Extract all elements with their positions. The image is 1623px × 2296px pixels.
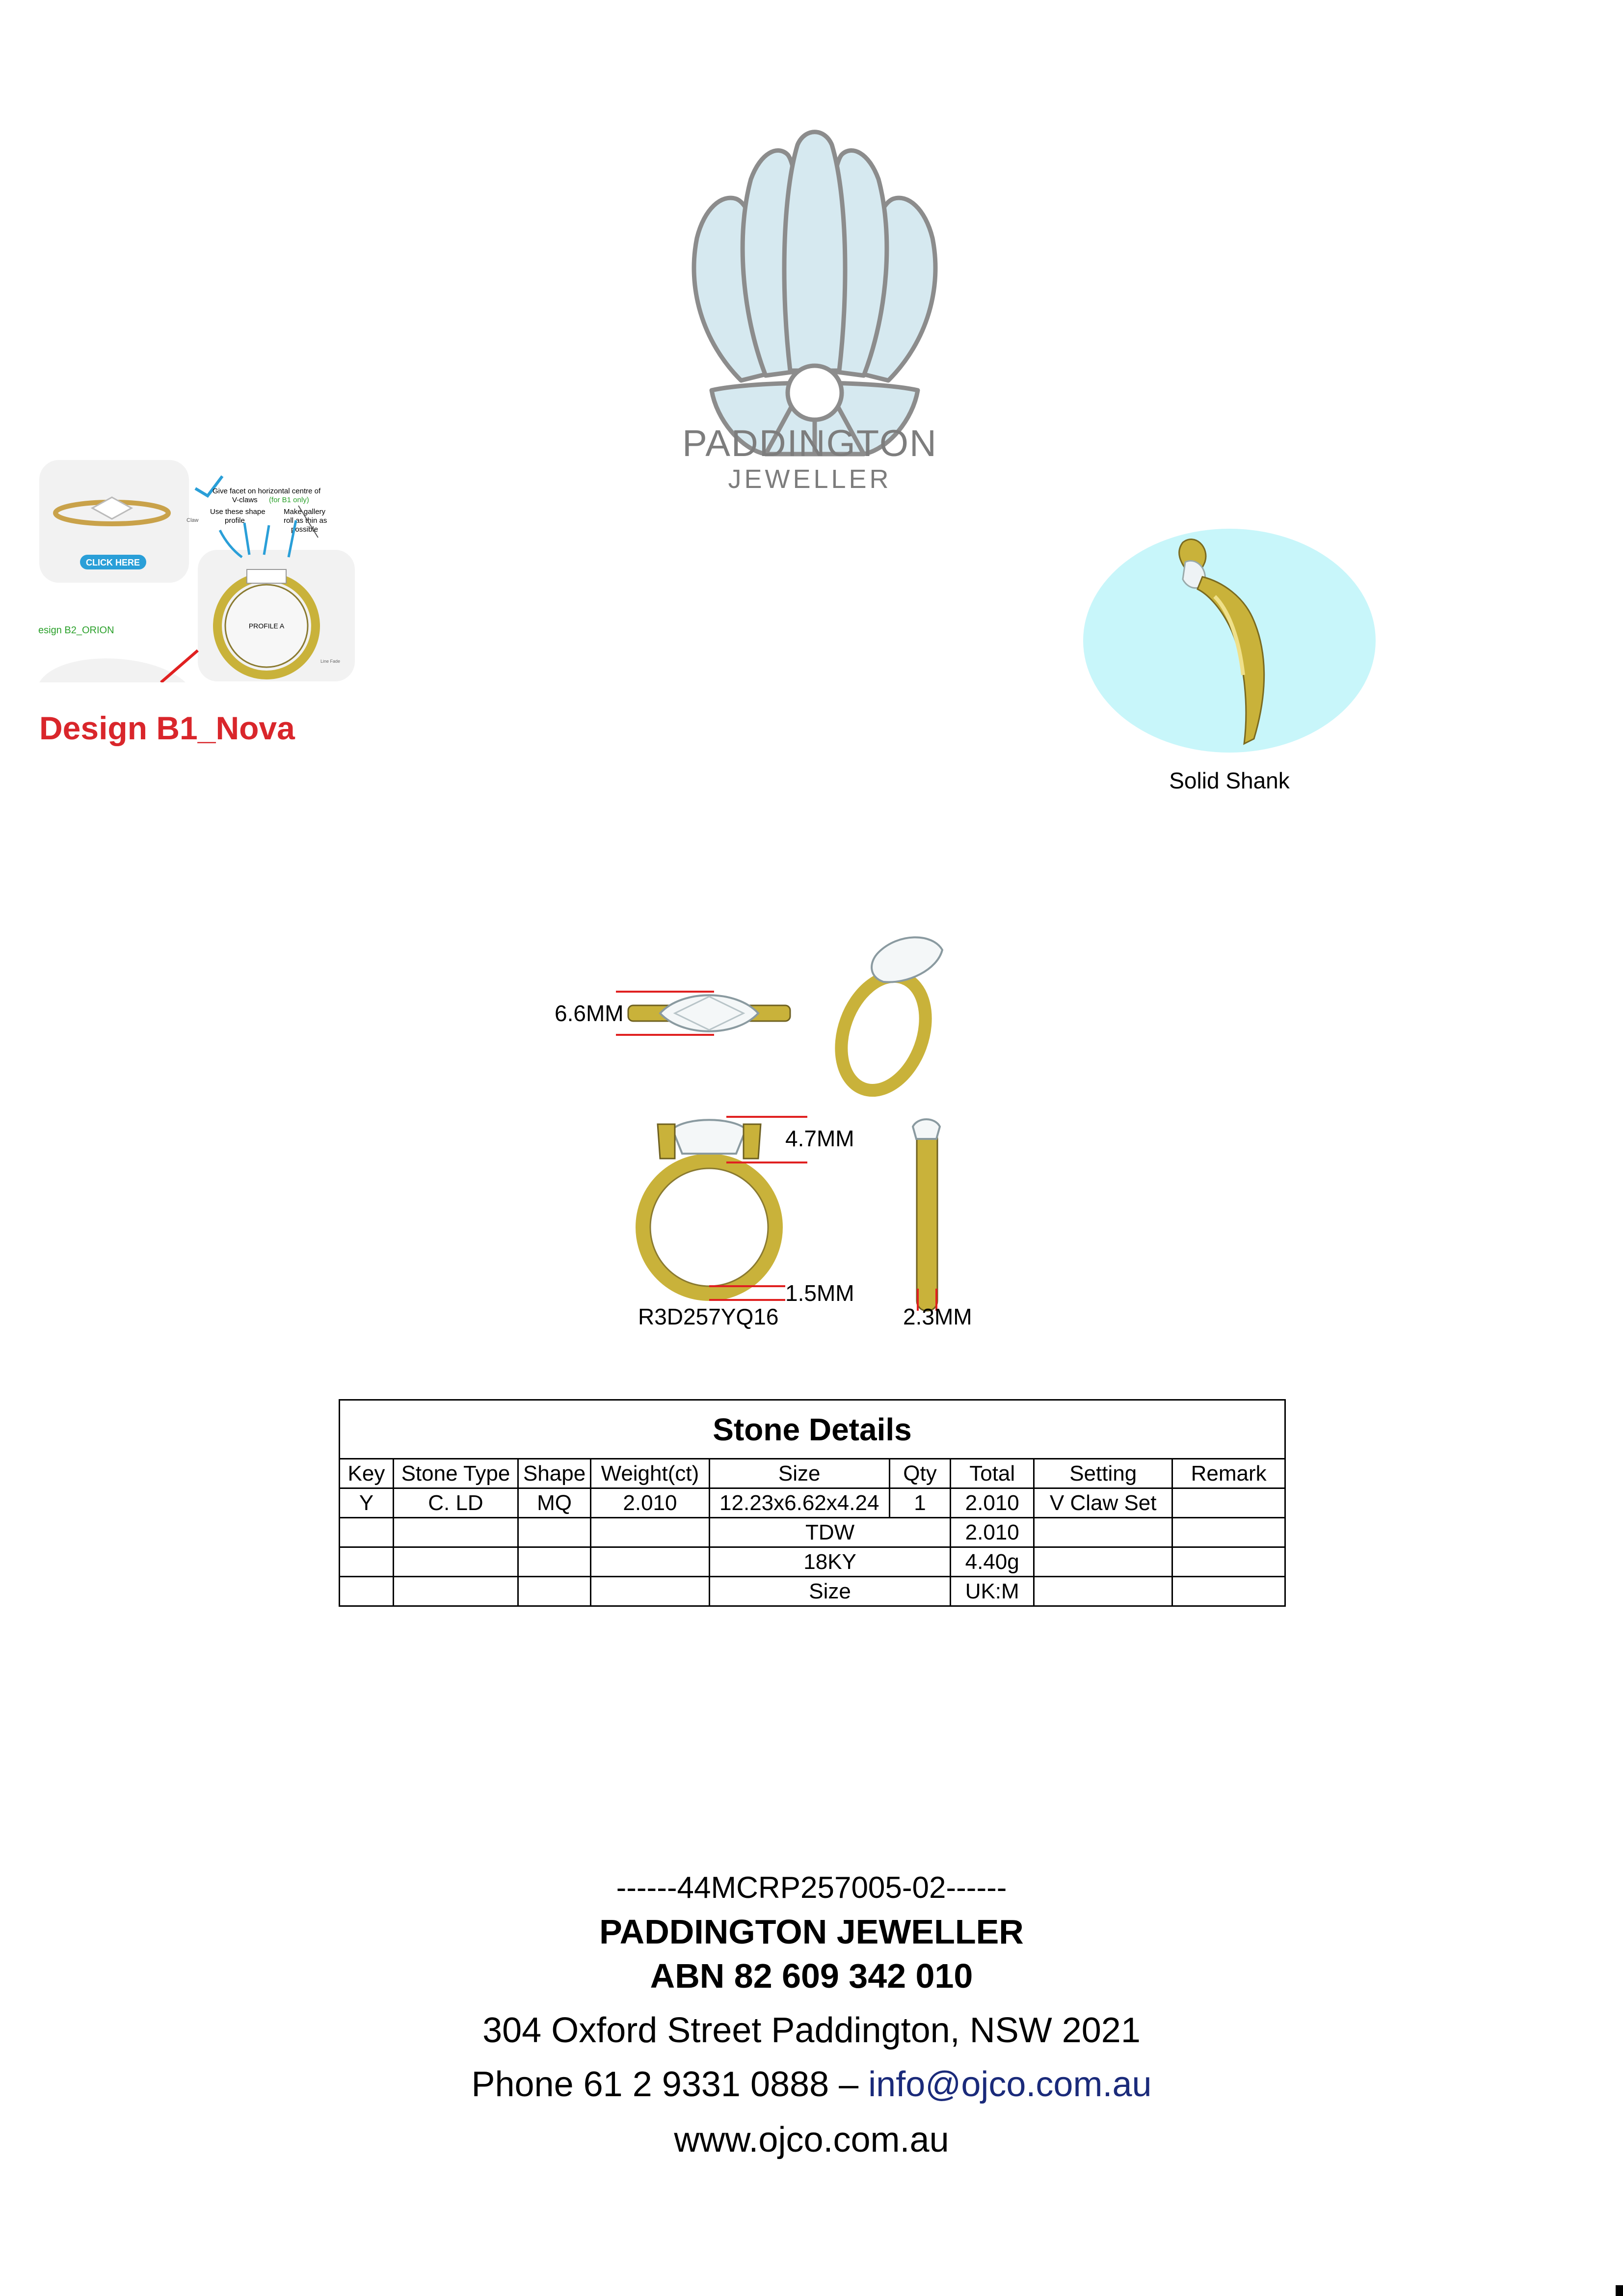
table-header-row — [340, 1459, 1285, 1488]
summary-value: UK:M — [951, 1577, 1034, 1606]
thickness-dimension-label: 1.5MM — [785, 1280, 854, 1306]
cell-shape: MQ — [518, 1488, 591, 1518]
side-width-label: 2.3MM — [903, 1304, 972, 1329]
ring-perspective-view — [826, 937, 942, 1102]
summary-value: 2.010 — [951, 1518, 1034, 1547]
callout-gallery-possible: possible — [291, 525, 319, 534]
summary-label: 18KY — [709, 1547, 951, 1577]
corner-mark — [1616, 2285, 1623, 2296]
solid-shank-label: Solid Shank — [1169, 768, 1290, 793]
job-code: ------44MCRP257005-02------ — [616, 1871, 1007, 1905]
model-code: R3D257YQ16 — [638, 1304, 779, 1329]
summary-label: Size — [709, 1577, 951, 1606]
stone-details-table — [339, 1399, 1286, 1607]
summary-value: 4.40g — [951, 1547, 1034, 1577]
website-link[interactable]: www.ojco.com.au — [674, 2120, 949, 2160]
summary-row-size — [340, 1577, 1285, 1606]
col-stone-type: Stone Type — [393, 1459, 518, 1488]
reference-design-collage — [38, 459, 357, 682]
col-total: Total — [951, 1459, 1034, 1488]
click-here-button-label: CLICK HERE — [85, 558, 140, 567]
table-row — [340, 1488, 1285, 1518]
col-shape: Shape — [518, 1459, 591, 1488]
line-fade-note: Line Fade — [320, 659, 341, 664]
claw-label: Claw — [186, 517, 199, 523]
callout-shape: Use these shape — [210, 508, 266, 516]
col-qty: Qty — [889, 1459, 951, 1488]
cell-qty: 1 — [889, 1488, 951, 1518]
col-key: Key — [340, 1459, 394, 1488]
cell-size: 12.23x6.62x4.24 — [709, 1488, 889, 1518]
cell-stone-type: C. LD — [393, 1488, 518, 1518]
summary-row-tdw — [340, 1518, 1285, 1547]
company-address: 304 Oxford Street Paddington, NSW 2021 — [482, 2011, 1141, 2050]
cell-total: 2.010 — [951, 1488, 1034, 1518]
ring-front-view — [643, 1117, 807, 1300]
design-title: Design B1_Nova — [39, 710, 295, 746]
contact-line — [0, 2064, 1623, 2105]
col-setting: Setting — [1034, 1459, 1172, 1488]
ring-technical-views — [540, 923, 1031, 1335]
height-dimension-label: 4.7MM — [785, 1126, 854, 1151]
summary-label: TDW — [709, 1518, 951, 1547]
company-abn: ABN 82 609 342 010 — [650, 1957, 973, 1995]
callout-gallery: Make gallery — [284, 508, 326, 516]
cell-setting: V Claw Set — [1034, 1488, 1172, 1518]
solid-shank-render — [1082, 528, 1377, 754]
cell-remark — [1172, 1488, 1285, 1518]
ring-side-view — [913, 1119, 940, 1311]
summary-row-metal — [340, 1547, 1285, 1577]
callout-vclaws: V-claws — [232, 496, 258, 504]
col-weight: Weight(ct) — [591, 1459, 710, 1488]
company-name: PADDINGTON JEWELLER — [599, 1913, 1024, 1951]
logo-wordmark-paddington: PADDINGTON — [682, 423, 937, 464]
cell-weight: 2.010 — [591, 1488, 710, 1518]
profile-a-label: PROFILE A — [248, 622, 285, 630]
callout-shape-profile: profile — [225, 516, 245, 525]
col-size: Size — [709, 1459, 889, 1488]
callout-facet: Give facet on horizontal centre of — [213, 487, 321, 495]
phone-number: Phone 61 2 9331 0888 – — [471, 2065, 869, 2104]
email-link[interactable]: info@ojco.com.au — [868, 2065, 1152, 2104]
col-remark: Remark — [1172, 1459, 1285, 1488]
ring-top-view — [616, 992, 790, 1035]
table-title: Stone Details — [340, 1400, 1285, 1459]
callout-gallery-roll: roll as thin as — [284, 516, 327, 525]
cell-key: Y — [340, 1488, 394, 1518]
design-b2-label: esign B2_ORION — [38, 625, 114, 636]
callout-b1-only: (for B1 only) — [269, 496, 309, 504]
logo-wordmark-jeweller: JEWELLER — [728, 464, 892, 494]
width-dimension-label: 6.6MM — [555, 1000, 624, 1026]
